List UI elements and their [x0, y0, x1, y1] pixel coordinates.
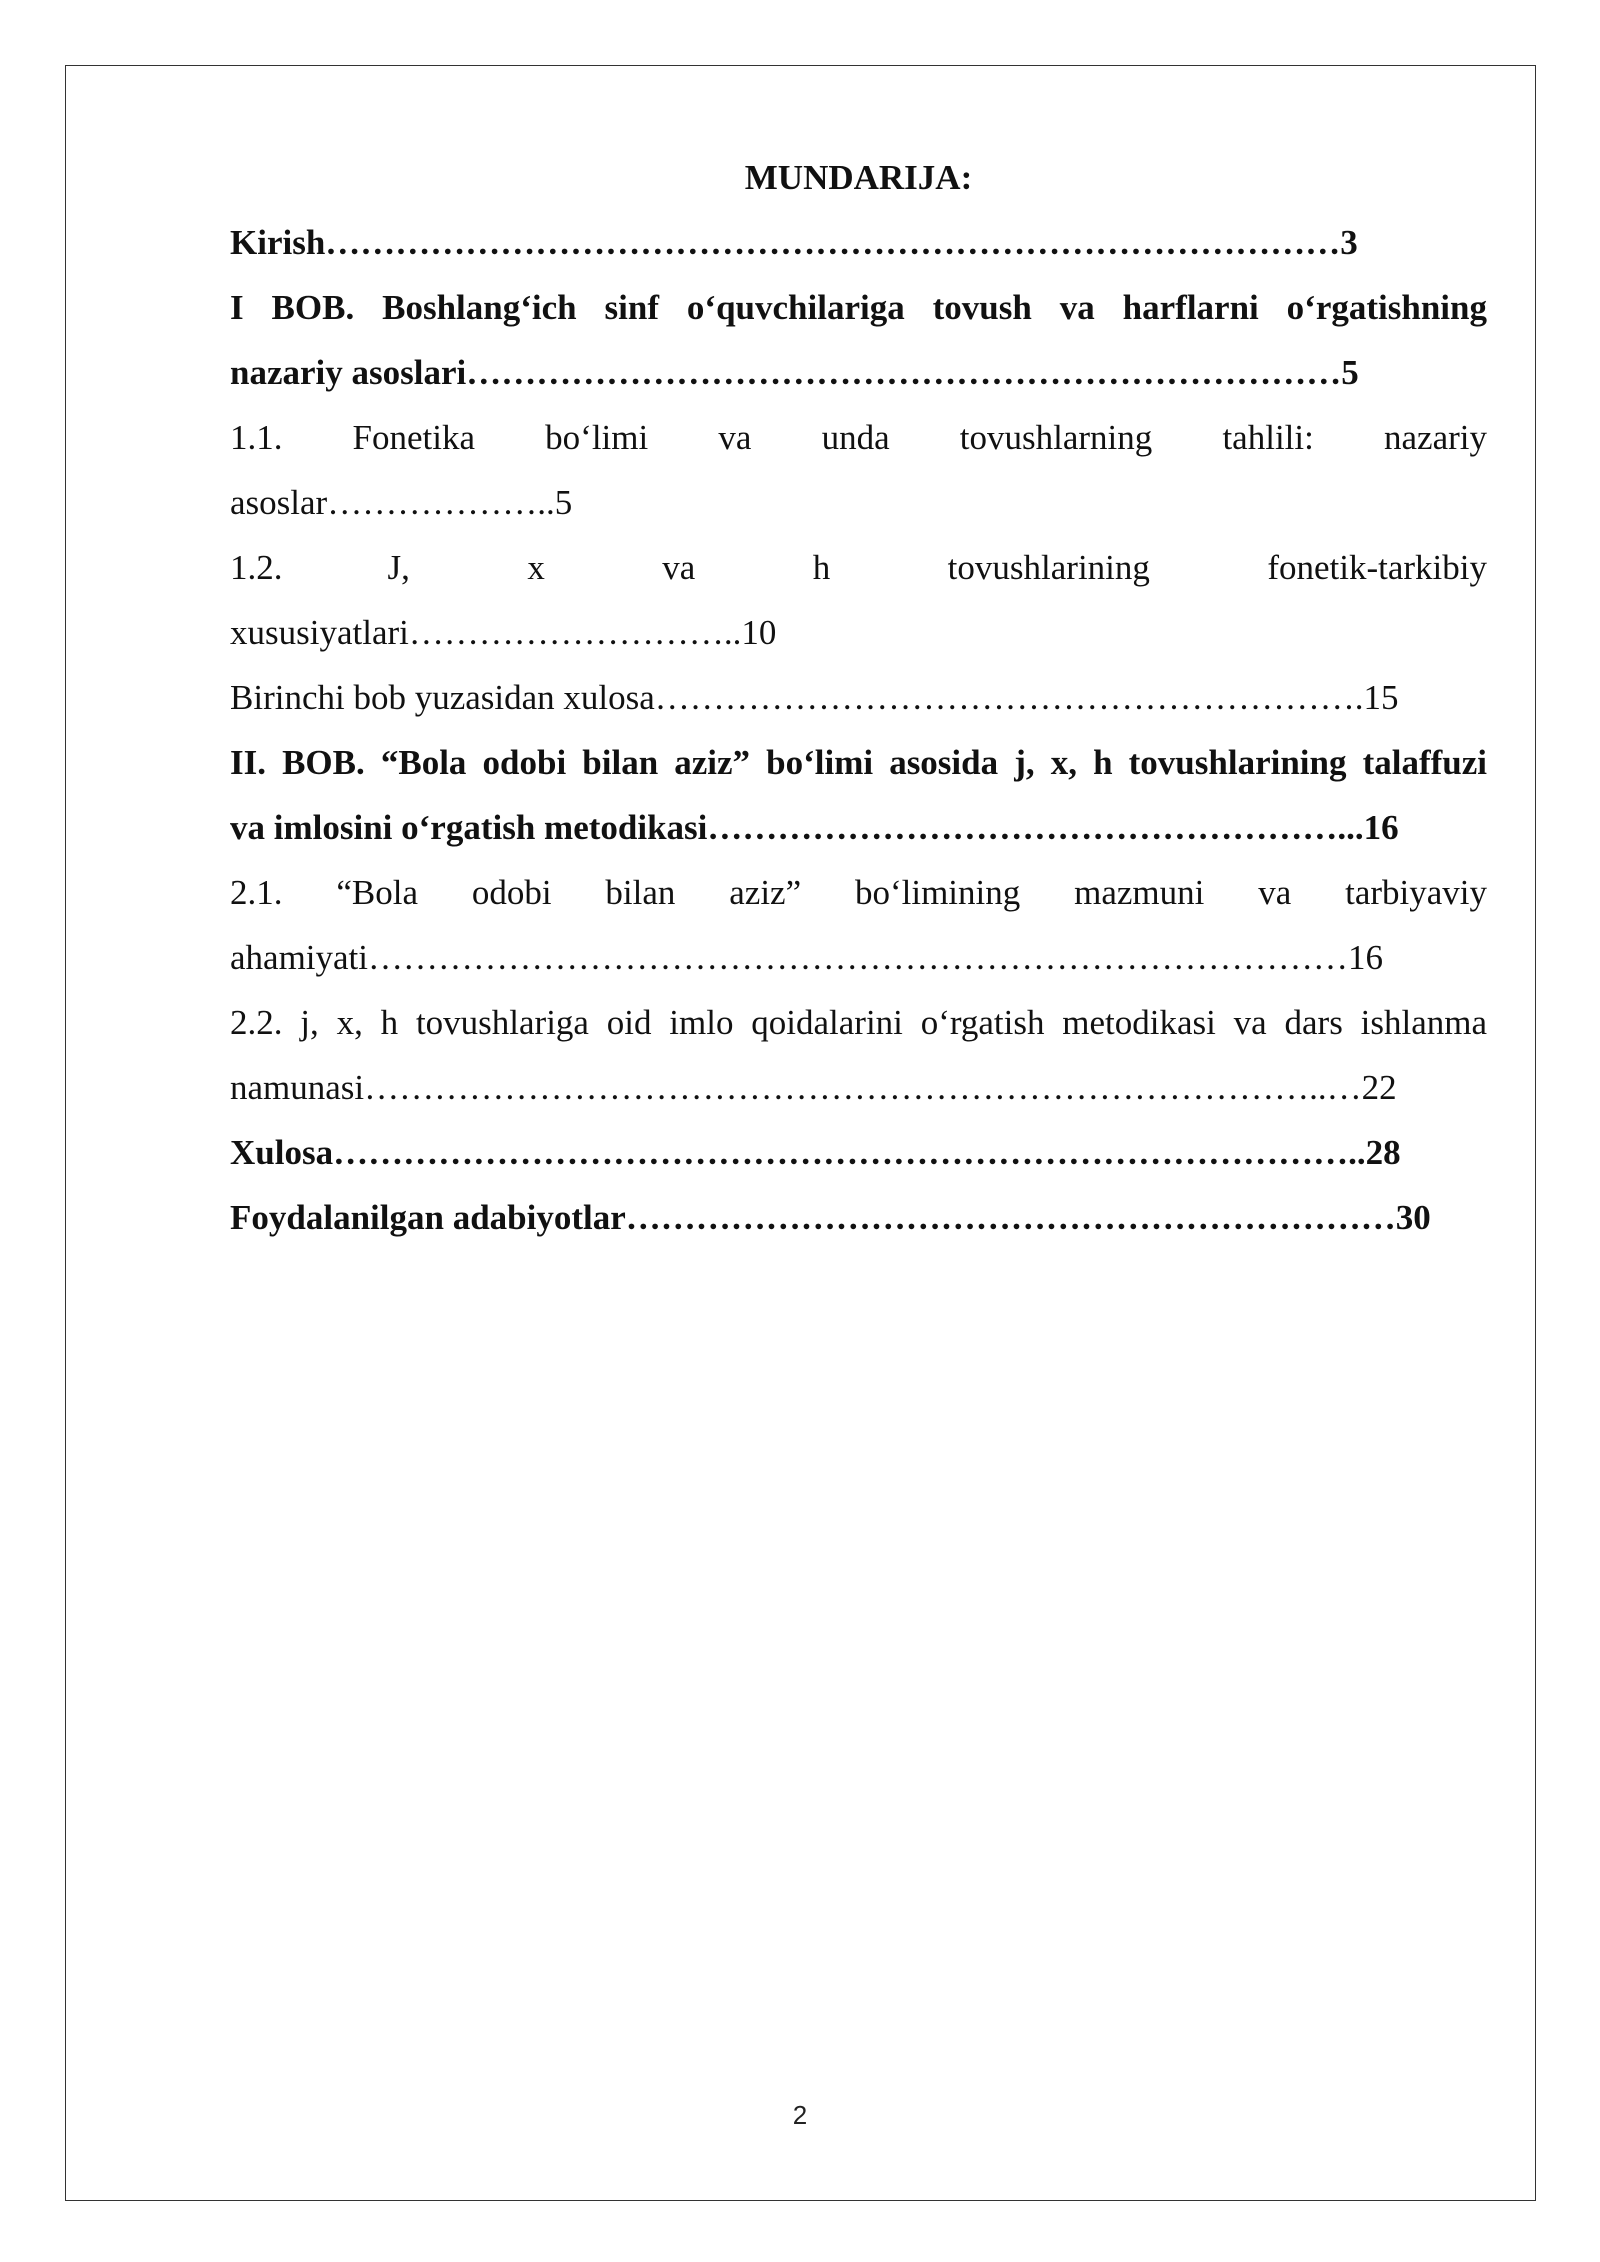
- toc-entry-text: 1.1. Fonetika bo‘limi va unda tovushlarning tahlili: nazariy: [230, 418, 1487, 457]
- toc-entry-text: va imlosini o‘rgatish metodikasi………………………………………………...16: [230, 808, 1399, 847]
- toc-entry-text: asoslar………………..5: [230, 483, 573, 522]
- toc-entry-kirish: [230, 210, 1487, 275]
- toc-entry-section-1-2: [230, 535, 1487, 600]
- toc-entry-chapter-2: [230, 730, 1487, 795]
- toc-entry-text: 2.1. “Bola odobi bilan aziz” bo‘limining mazmuni va tarbiyaviy: [230, 873, 1487, 912]
- toc-entry-section-2-2: [230, 990, 1487, 1055]
- toc-entry-chapter-2-continuation: [230, 795, 1487, 860]
- toc-entry-section-2-2-continuation: [230, 1055, 1487, 1120]
- toc-entry-section-1-2-continuation: [230, 600, 1487, 665]
- toc-entry-text: II. BOB. “Bola odobi bilan aziz” bo‘limi asosida j, x, h tovushlarining talaffuzi: [230, 743, 1487, 782]
- toc-entry-chapter-1: [230, 275, 1487, 340]
- toc-entry-text: Xulosa……………………………………………………………………………..28: [230, 1133, 1401, 1172]
- toc-entry-section-1-1-continuation: [230, 470, 1487, 535]
- toc-entry-section-2-1: [230, 860, 1487, 925]
- toc-entry-text: ahamiyati…………………………………………………………………………16: [230, 938, 1384, 977]
- toc-entry-text: Birinchi bob yuzasidan xulosa…………………………………………………….15: [230, 678, 1399, 717]
- toc-entry-text: 1.2. J, x va h tovushlarining fonetik-tarkibiy: [230, 548, 1487, 587]
- toc-entry-xulosa: [230, 1120, 1487, 1185]
- toc-entry-text: nazariy asoslari…………………………………………………………………5: [230, 353, 1359, 392]
- table-of-contents: [230, 145, 1487, 1250]
- toc-entry-text: 2.2. j, x, h tovushlariga oid imlo qoidalarini o‘rgatish metodikasi va dars ishlanma: [230, 1003, 1487, 1042]
- toc-entry-chapter-1-conclusion: [230, 665, 1487, 730]
- toc-entry-text: Foydalanilgan adabiyotlar…………………………………………………………30: [230, 1198, 1431, 1237]
- toc-entry-chapter-1-continuation: [230, 340, 1487, 405]
- page-number: 2: [792, 2100, 808, 2130]
- toc-entry-text: namunasi………………………………………………………………………..…22: [230, 1068, 1397, 1107]
- toc-entry-text: xususiyatlari………………………..10: [230, 613, 777, 652]
- toc-entry-text: I BOB. Boshlang‘ich sinf o‘quvchilariga tovush va harflarni o‘rgatishning: [230, 288, 1487, 327]
- toc-entry-text: Kirish……………………………………………………………………………3: [230, 223, 1358, 262]
- toc-entry-references: [230, 1185, 1487, 1250]
- toc-title: MUNDARIJA:: [744, 158, 973, 197]
- toc-entry-section-2-1-continuation: [230, 925, 1487, 990]
- toc-entry-section-1-1: [230, 405, 1487, 470]
